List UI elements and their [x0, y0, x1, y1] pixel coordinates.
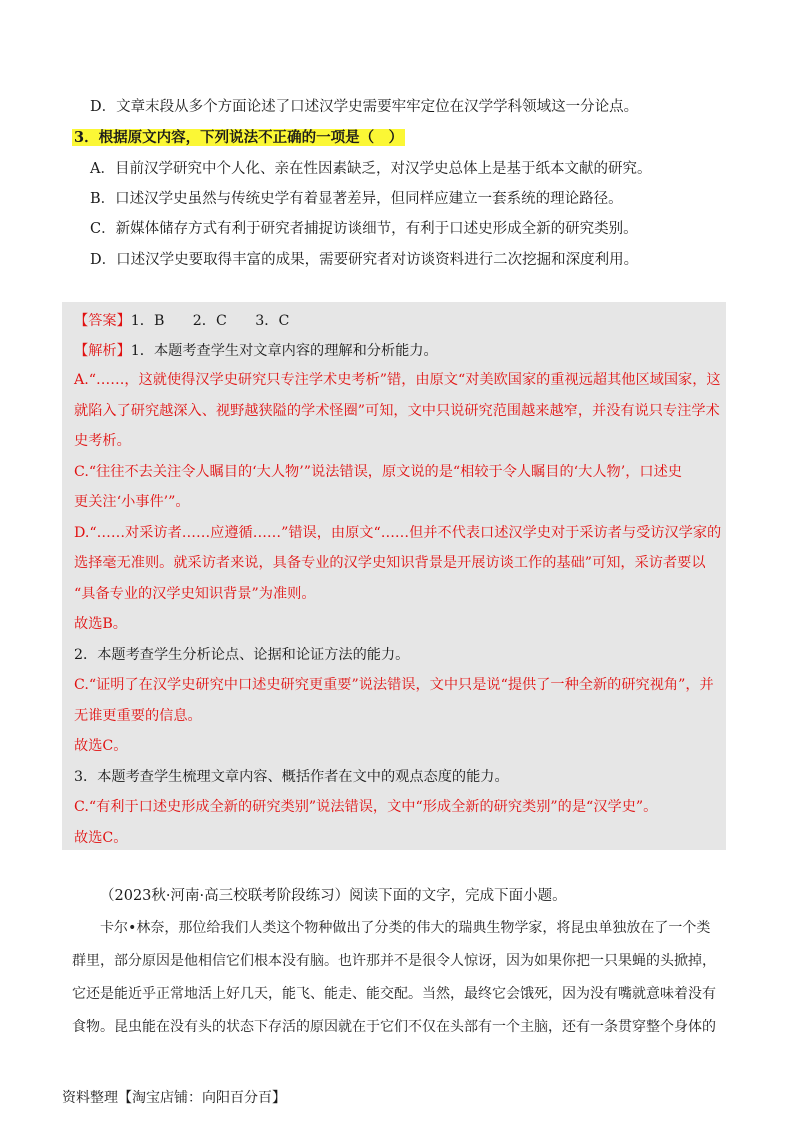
analysis-line: 3．本题考查学生梳理文章内容、概括作者在文中的观点态度的能力。 — [74, 769, 509, 785]
passage-line: 群里，部分原因是他相信它们根本没有脑。也许那并不是很令人惊讶，因为如果你把一只果蝇的头掀掉， — [72, 953, 716, 969]
q3-option-b: B．口述汉学史虽然与传统史学有着显著差异，但同样应建立一套系统的理论路径。 — [90, 191, 623, 207]
analysis-line: 2．本题考查学生分析论点、论据和论证方法的能力。 — [74, 647, 410, 663]
analysis-line: 就陷入了研究越深入、视野越狭隘的学术怪圈”可知，文中只说研究范围越来越窄，并没有说只专注学术 — [74, 403, 720, 419]
analysis-line: 史考析。 — [74, 433, 131, 449]
page-footer: 资料整理【淘宝店铺：向阳百分百】 — [62, 1090, 286, 1106]
analysis-line: 故选B。 — [74, 616, 127, 632]
analysis-line: C.“有利于口述史形成全新的研究类别”说法错误，文中“形成全新的研究类别”的是“汉学史”。 — [74, 799, 658, 815]
analysis-line: 故选C。 — [74, 830, 128, 846]
passage-line: 卡尔•林奈，那位给我们人类这个物种做出了分类的伟大的瑞典生物学家，将昆虫单独放在了一个类 — [100, 920, 711, 936]
analysis-line: 故选C。 — [74, 738, 128, 754]
analysis-line: C.“证明了在汉学史研究中口述史研究更重要”说法错误，文中只是说“提供了一种全新的研究视角”，并 — [74, 677, 714, 693]
analysis-intro: 1．本题考查学生对文章内容的理解和分析能力。 — [130, 343, 438, 359]
analysis-line: D.“……对采访者……应遵循……”错误，由原文“……但并不代表口述汉学史对于采访者与受访汉学家的 — [74, 525, 722, 541]
answer-text: 1．B 2．C 3．C — [130, 313, 290, 329]
passage-line: 食物。昆虫能在没有头的状态下存活的原因就在于它们不仅在头部有一个主脑，还有一条贯穿整个身体的 — [72, 1019, 716, 1035]
passage-line: 它还是能近乎正常地活上好几天，能飞、能走、能交配。当然，最终它会饿死，因为没有嘴就意味着没有 — [72, 986, 716, 1002]
analysis-line: 更关注‘小事件’”。 — [74, 494, 190, 510]
analysis-intro-line — [74, 341, 438, 361]
q3-stem — [72, 128, 405, 148]
analysis-line: 无谁更重要的信息。 — [74, 708, 202, 724]
analysis-line: “具备专业的汉学史知识背景”为准则。 — [74, 586, 316, 602]
q3-option-d: D．口述汉学史要取得丰富的成果，需要研究者对访谈资料进行二次挖掘和深度利用。 — [90, 252, 639, 268]
answer-label: 【答案】 — [74, 313, 131, 329]
q2-option-d: D．文章末段从多个方面论述了口述汉学史需要牢牢定位在汉学学科领域这一分论点。 — [90, 99, 639, 115]
q3-stem-text: 3．根据原文内容，下列说法不正确的一项是（ ） — [74, 129, 404, 146]
analysis-line: 选择毫无准则。就采访者来说，具备专业的汉学史知识背景是开展访谈工作的基础”可知，采访者要以 — [74, 555, 706, 571]
answer-line — [74, 311, 289, 331]
q3-option-a: A．目前汉学研究中个人化、亲在性因素缺乏，对汉学史总体上是基于纸本文献的研究。 — [90, 161, 652, 177]
analysis-line: A.“……，这就使得汉学史研究只专注学术史考析”错，由原文“对美欧国家的重视远超其他区域国家，这 — [74, 372, 721, 388]
analysis-line: C.“往往不去关注令人瞩目的‘大人物’”说法错误，原文说的是“相较于令人瞩目的‘大人物’，口述史 — [74, 464, 682, 480]
passage-intro: （2023秋·河南·高三校联考阶段练习）阅读下面的文字，完成下面小题。 — [100, 888, 567, 904]
q3-option-c: C．新媒体储存方式有利于研究者捕捉访谈细节，有利于口述史形成全新的研究类别。 — [90, 221, 638, 237]
analysis-label: 【解析】 — [74, 343, 131, 359]
